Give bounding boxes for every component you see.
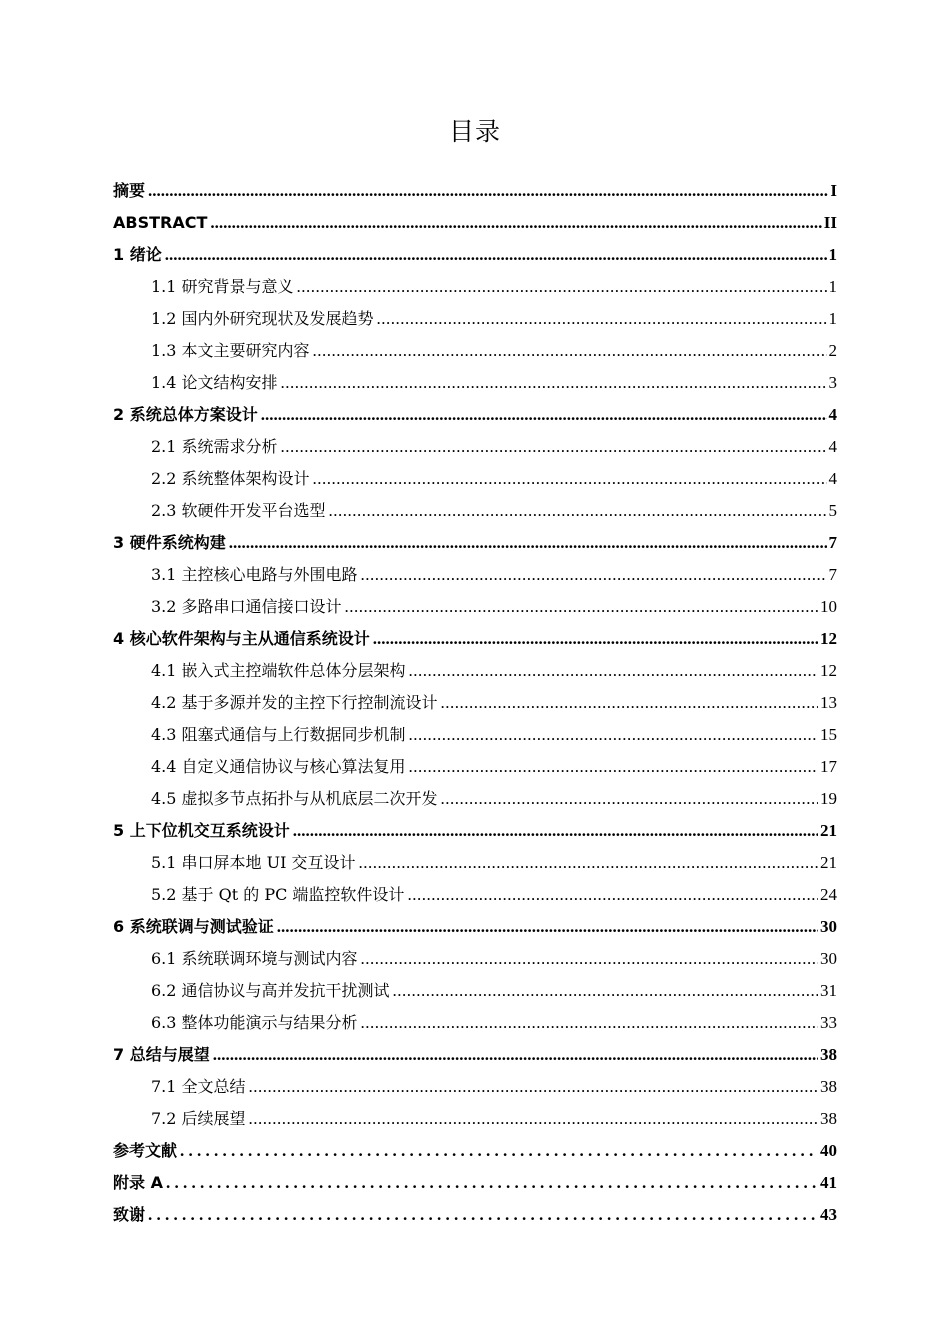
dot-leader [409,655,818,687]
toc-entry-page: 21 [820,853,837,872]
toc-entry-page: 38 [820,1109,837,1128]
toc-entry-page: 30 [820,949,837,968]
dot-leader [213,1039,818,1071]
dot-leader [277,911,818,943]
toc-entry-page: 41 [820,1173,837,1192]
dot-leader [249,1103,818,1135]
toc-entry-label: 2.2 系统整体架构设计 [151,469,310,488]
toc-entry-label: 2 系统总体方案设计 [113,405,258,424]
toc-entry-label: 1.2 国内外研究现状及发展趋势 [151,309,374,328]
toc-entry-page: 4 [828,405,837,424]
toc-entry-label: 6 系统联调与测试验证 [113,917,274,936]
dot-leader [441,783,818,815]
toc-entry-page: 40 [820,1141,837,1160]
dot-leader [210,207,821,239]
toc-entry-label: 致谢 [113,1205,146,1224]
dot-leader [313,463,827,495]
toc-entry-page: 10 [820,597,837,616]
dot-leader [361,559,827,591]
dot-leader [261,399,827,431]
dot-leader [249,1071,818,1103]
dot-leader [229,527,827,559]
toc-entry-page: 5 [828,501,837,520]
toc-entry[interactable] [113,207,837,239]
toc-entry[interactable] [113,1103,837,1135]
toc-entry-page: 30 [820,917,837,936]
toc-entry[interactable] [113,495,837,527]
toc-entry[interactable] [113,367,837,399]
toc-entry-page: 1 [828,309,837,328]
toc-entry[interactable] [113,687,837,719]
toc-entry-label: 4.5 虚拟多节点拓扑与从机底层二次开发 [151,789,438,808]
toc-entry[interactable] [113,399,837,431]
toc-entry[interactable] [113,303,837,335]
toc-entry[interactable] [113,751,837,783]
toc-entry-label: 1.3 本文主要研究内容 [151,341,310,360]
toc-entry[interactable] [113,271,837,303]
toc-entry-label: 4.3 阻塞式通信与上行数据同步机制 [151,725,406,744]
toc-entry-page: 33 [820,1013,837,1032]
table-of-contents [113,175,837,1231]
toc-entry-label: 附录 A [113,1173,163,1192]
toc-entry[interactable] [113,783,837,815]
toc-entry-label: 2.1 系统需求分析 [151,437,278,456]
dot-leader [377,303,827,335]
toc-entry[interactable] [113,879,837,911]
toc-entry-label: ABSTRACT [113,213,208,232]
toc-entry[interactable] [113,1071,837,1103]
dot-leader [166,1167,818,1199]
toc-entry[interactable] [113,1167,837,1199]
dot-leader [409,719,818,751]
toc-entry[interactable] [113,975,837,1007]
dot-leader [329,495,827,527]
toc-entry-label: 7 总结与展望 [113,1045,210,1064]
toc-entry-label: 3 硬件系统构建 [113,533,226,552]
toc-entry[interactable] [113,911,837,943]
dot-leader [281,367,827,399]
dot-leader [165,239,827,271]
toc-entry-label: 1 绪论 [113,245,162,264]
toc-entry-label: 1.4 论文结构安排 [151,373,278,392]
toc-entry-label: 6.3 整体功能演示与结果分析 [151,1013,358,1032]
toc-entry-page: II [823,213,837,232]
toc-entry-page: 7 [828,533,837,552]
toc-entry-page: 2 [828,341,837,360]
toc-entry-label: 6.2 通信协议与高并发抗干扰测试 [151,981,390,1000]
toc-entry-page: 12 [820,661,837,680]
toc-entry[interactable] [113,655,837,687]
dot-leader [373,623,818,655]
dot-leader [293,815,818,847]
toc-entry[interactable] [113,1039,837,1071]
toc-entry-page: 3 [828,373,837,392]
toc-entry[interactable] [113,591,837,623]
toc-entry-label: 2.3 软硬件开发平台选型 [151,501,326,520]
toc-entry-label: 摘要 [113,181,146,200]
toc-entry[interactable] [113,1135,837,1167]
toc-entry[interactable] [113,527,837,559]
dot-leader [361,943,818,975]
dot-leader [148,175,828,207]
toc-entry[interactable] [113,943,837,975]
toc-entry[interactable] [113,431,837,463]
toc-entry-label: 4.4 自定义通信协议与核心算法复用 [151,757,406,776]
toc-entry-page: 15 [820,725,837,744]
page-title: 目录 [448,117,501,146]
dot-leader [313,335,827,367]
toc-entry-page: 31 [820,981,837,1000]
toc-entry-page: I [830,181,837,200]
toc-entry[interactable] [113,559,837,591]
toc-entry-label: 5.2 基于 Qt 的 PC 端监控软件设计 [151,885,405,904]
toc-entry-label: 7.2 后续展望 [151,1109,246,1128]
dot-leader [359,847,818,879]
toc-entry-page: 13 [820,693,837,712]
toc-entry-page: 21 [820,821,837,840]
toc-entry[interactable] [113,623,837,655]
dot-leader [407,879,818,911]
toc-entry[interactable] [113,847,837,879]
dot-leader [441,687,818,719]
toc-entry-label: 参考文献 [113,1141,178,1160]
toc-entry-label: 6.1 系统联调环境与测试内容 [151,949,358,968]
toc-entry[interactable] [113,463,837,495]
toc-entry-page: 1 [828,245,837,264]
toc-entry-label: 3.2 多路串口通信接口设计 [151,597,342,616]
toc-entry-page: 19 [820,789,837,808]
toc-entry-label: 4 核心软件架构与主从通信系统设计 [113,629,370,648]
toc-entry[interactable] [113,719,837,751]
toc-entry-page: 17 [820,757,837,776]
toc-entry-page: 4 [828,469,837,488]
toc-entry[interactable] [113,815,837,847]
toc-entry-page: 12 [820,629,837,648]
toc-entry-page: 24 [820,885,837,904]
dot-leader [281,431,827,463]
dot-leader [361,1007,818,1039]
toc-entry-label: 4.1 嵌入式主控端软件总体分层架构 [151,661,406,680]
dot-leader [345,591,818,623]
toc-entry-page: 38 [820,1077,837,1096]
toc-entry[interactable] [113,1007,837,1039]
toc-entry-label: 5 上下位机交互系统设计 [113,821,290,840]
toc-entry[interactable] [113,1199,837,1231]
toc-entry-page: 38 [820,1045,837,1064]
toc-entry-label: 3.1 主控核心电路与外围电路 [151,565,358,584]
dot-leader [180,1135,818,1167]
toc-entry[interactable] [113,175,837,207]
dot-leader [148,1199,818,1231]
toc-entry-label: 4.2 基于多源并发的主控下行控制流设计 [151,693,438,712]
toc-entry-page: 4 [828,437,837,456]
toc-entry-page: 7 [828,565,837,584]
toc-entry-label: 7.1 全文总结 [151,1077,246,1096]
dot-leader [409,751,818,783]
toc-entry[interactable] [113,335,837,367]
toc-entry-page: 43 [820,1205,837,1224]
toc-entry-label: 1.1 研究背景与意义 [151,277,294,296]
dot-leader [393,975,818,1007]
toc-entry-page: 1 [828,277,837,296]
toc-entry[interactable] [113,239,837,271]
toc-entry-label: 5.1 串口屏本地 UI 交互设计 [151,853,356,872]
dot-leader [297,271,827,303]
